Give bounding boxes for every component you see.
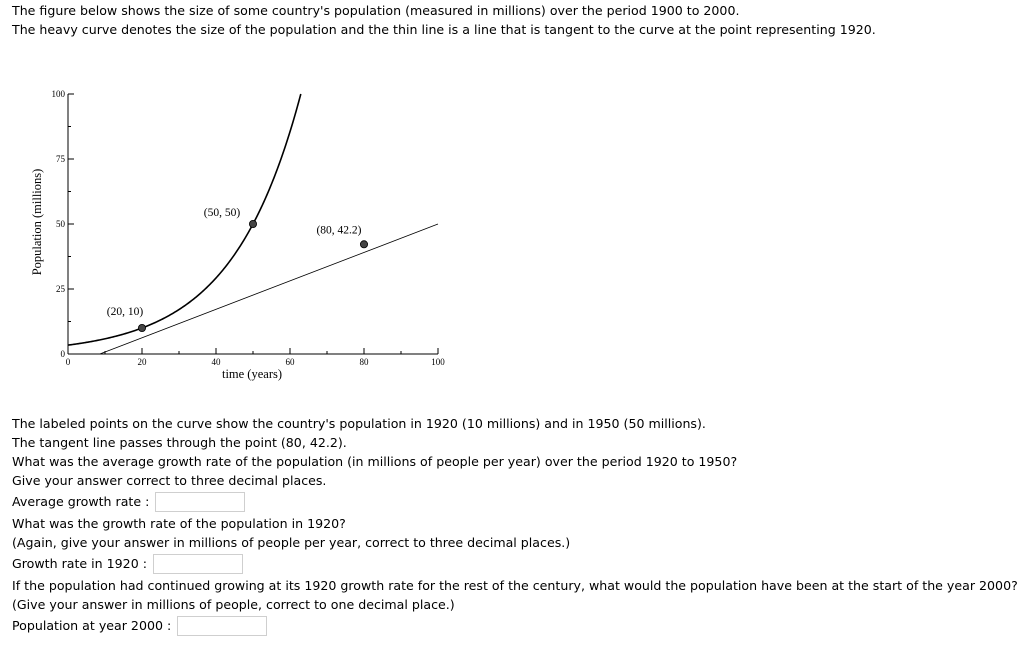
population-chart <box>0 0 470 400</box>
x-tick-label: 20 <box>137 357 147 367</box>
x-tick-label: 0 <box>65 357 71 367</box>
x-tick-label: 100 <box>431 357 445 367</box>
x-tick-label: 40 <box>211 357 221 367</box>
population-2000-label: Population at year 2000 : <box>12 618 172 633</box>
question-1-note: Give your answer correct to three decimal places. <box>12 473 327 488</box>
data-point <box>249 220 256 227</box>
average-growth-row <box>12 492 245 512</box>
tangent-line <box>100 224 438 354</box>
x-axis-title: time (years) <box>221 367 283 381</box>
y-tick-label: 25 <box>56 284 65 294</box>
body-line-1: The labeled points on the curve show the country's population in 1920 (10 millions) and in 1950 (50 millions). <box>12 416 706 431</box>
y-tick-label: 100 <box>51 89 65 99</box>
growth-1920-row <box>12 554 243 574</box>
x-tick-label: 80 <box>359 357 369 367</box>
data-point <box>360 241 367 248</box>
data-point-label: (50, 50) <box>203 207 241 219</box>
population-2000-input[interactable] <box>177 616 267 636</box>
y-tick-label: 0 <box>60 349 65 359</box>
population-curve <box>68 94 301 345</box>
y-tick-label: 75 <box>56 154 65 164</box>
population-2000-row <box>12 616 267 636</box>
question-3-note: (Give your answer in millions of people, correct to one decimal place.) <box>12 597 455 612</box>
data-point <box>138 324 145 331</box>
data-point-label: (80, 42.2) <box>316 224 362 237</box>
question-3: If the population had continued growing at its 1920 growth rate for the rest of the century, what would the population have been at the start of the year 2000? <box>12 578 1018 593</box>
y-axis-title: Population (millions) <box>30 168 44 276</box>
average-growth-input[interactable] <box>155 492 245 512</box>
question-1: What was the average growth rate of the population (in millions of people per year) over the period 1920 to 1950? <box>12 454 738 469</box>
y-tick-label: 50 <box>56 219 65 229</box>
chart-marks <box>68 94 438 354</box>
growth-1920-input[interactable] <box>153 554 243 574</box>
x-tick-label: 60 <box>285 357 295 367</box>
question-2: What was the growth rate of the population in 1920? <box>12 516 346 531</box>
intro-line-1: The figure below shows the size of some country's population (measured in millions) over the period 1900 to 2000. <box>12 3 740 18</box>
average-growth-label: Average growth rate : <box>12 494 150 509</box>
body-line-2: The tangent line passes through the point (80, 42.2). <box>12 435 347 450</box>
intro-line-2: The heavy curve denotes the size of the population and the thin line is a line that is tangent to the curve at the point representing 1920. <box>12 22 876 37</box>
chart-axes <box>52 89 446 367</box>
question-2-note: (Again, give your answer in millions of people per year, correct to three decimal places.) <box>12 535 571 550</box>
data-point-label: (20, 10) <box>106 306 144 318</box>
growth-1920-label: Growth rate in 1920 : <box>12 556 147 571</box>
